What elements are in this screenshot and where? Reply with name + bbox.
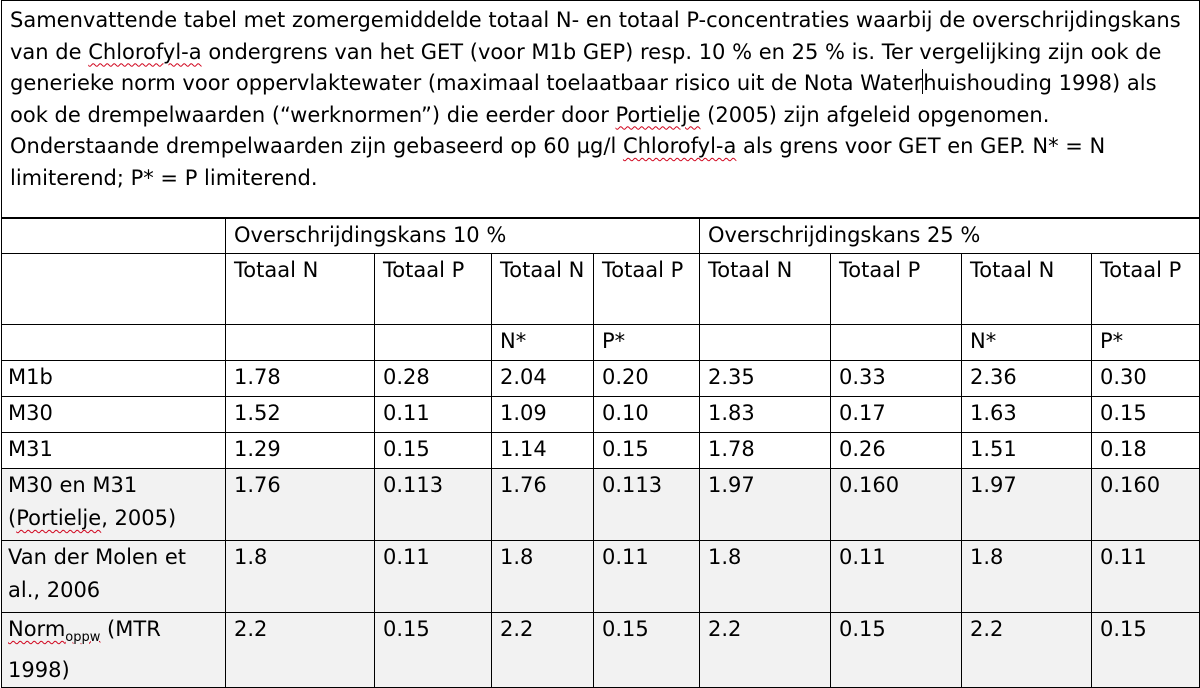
table-cell[interactable]: 1.97: [962, 469, 1092, 541]
table-cell[interactable]: 0.18: [1092, 433, 1200, 469]
column-header-row: [2, 254, 1200, 325]
col-header-1[interactable]: Totaal N: [226, 254, 375, 325]
row-label[interactable]: [2, 469, 226, 541]
caption-text-5: als grens voor GET en GEP. N* = N limiterend; P* = P limiterend.: [10, 134, 1106, 190]
limiting-cell-3[interactable]: N*: [492, 325, 594, 361]
table-cell[interactable]: 0.15: [375, 613, 492, 688]
table-cell[interactable]: 1.8: [492, 541, 594, 613]
row-label-year: , 2005): [101, 506, 177, 530]
limiting-cell-8[interactable]: P*: [1092, 325, 1200, 361]
table-cell[interactable]: 2.35: [700, 361, 831, 397]
col-header-6[interactable]: Totaal P: [831, 254, 962, 325]
table-row: [2, 613, 1200, 688]
table-cell[interactable]: 0.26: [831, 433, 962, 469]
limiting-label-cell[interactable]: [2, 325, 226, 361]
table-row: [2, 397, 1200, 433]
table-cell[interactable]: 2.2: [492, 613, 594, 688]
table-row: [2, 361, 1200, 397]
table-cell[interactable]: 0.113: [375, 469, 492, 541]
table-cell[interactable]: 1.76: [226, 469, 375, 541]
table-cell[interactable]: 0.11: [594, 541, 700, 613]
table-cell[interactable]: 0.15: [594, 613, 700, 688]
limiting-cell-1[interactable]: [226, 325, 375, 361]
table-cell[interactable]: 2.2: [962, 613, 1092, 688]
caption-text-3: huishouding 1998) als ook de drempelwaarden (“werknormen”) die eerder door: [10, 71, 1157, 127]
table-cell[interactable]: 0.160: [1092, 469, 1200, 541]
col-header-5[interactable]: Totaal N: [700, 254, 831, 325]
table-cell[interactable]: 0.30: [1092, 361, 1200, 397]
caption-text-1: Samenvattende tabel met zomergemiddelde totaal N- en totaal P-concentraties waarbij de overschrijdingskans van de: [10, 8, 1181, 64]
limiting-cell-4[interactable]: P*: [594, 325, 700, 361]
row-label[interactable]: Van der Molen et al., 2006: [2, 541, 226, 613]
row-label-portielje: Portielje: [16, 506, 102, 530]
table-cell[interactable]: 0.33: [831, 361, 962, 397]
table-cell[interactable]: 2.36: [962, 361, 1092, 397]
row-label[interactable]: [2, 613, 226, 688]
caption-text-4: (2005) zijn afgeleid opgenomen. Onderstaande drempelwaarden zijn gebaseerd op 60 µg/l: [10, 102, 1050, 158]
corner-cell[interactable]: [2, 218, 226, 254]
limiting-cell-2[interactable]: [375, 325, 492, 361]
row-label-header[interactable]: [2, 254, 226, 325]
row-label-mtr: (MTR 1998): [8, 617, 161, 682]
row-label[interactable]: M31: [2, 433, 226, 469]
group-header-25[interactable]: Overschrijdingskans 25 %: [700, 218, 1200, 254]
caption-chlorofyl-a-2: Chlorofyl-a: [622, 134, 737, 158]
table-cell[interactable]: 1.63: [962, 397, 1092, 433]
row-label-line1: M30 en M31: [8, 473, 138, 497]
table-cell[interactable]: 1.83: [700, 397, 831, 433]
group-header-row: [2, 218, 1200, 254]
table-cell[interactable]: 0.28: [375, 361, 492, 397]
limiting-cell-5[interactable]: [700, 325, 831, 361]
table-cell[interactable]: 2.2: [226, 613, 375, 688]
table-cell[interactable]: 0.15: [831, 613, 962, 688]
caption-row: [2, 1, 1200, 218]
row-label[interactable]: M30: [2, 397, 226, 433]
col-header-8[interactable]: Totaal P: [1092, 254, 1200, 325]
caption-text-2: ondergrens van het GET (voor M1b GEP) resp. 10 % en 25 % is. Ter vergelijking zijn ook de generieke norm voor oppervlaktewater (maximaal toelaatbaar risico uit de Nota Water: [10, 39, 1162, 95]
table-cell[interactable]: 1.8: [962, 541, 1092, 613]
table-cell[interactable]: 0.113: [594, 469, 700, 541]
row-label-norm-text: Norm: [8, 617, 66, 641]
table-cell[interactable]: 1.09: [492, 397, 594, 433]
table-cell[interactable]: 1.51: [962, 433, 1092, 469]
table-cell[interactable]: 0.11: [375, 541, 492, 613]
table-cell[interactable]: 0.15: [375, 433, 492, 469]
table-cell[interactable]: 0.20: [594, 361, 700, 397]
table-cell[interactable]: 1.8: [700, 541, 831, 613]
row-label-subscript: oppw: [65, 630, 101, 645]
table-cell[interactable]: 1.29: [226, 433, 375, 469]
limiting-cell-7[interactable]: N*: [962, 325, 1092, 361]
table-cell[interactable]: 0.10: [594, 397, 700, 433]
col-header-2[interactable]: Totaal P: [375, 254, 492, 325]
table-cell[interactable]: 0.160: [831, 469, 962, 541]
col-header-7[interactable]: Totaal N: [962, 254, 1092, 325]
table-cell[interactable]: 1.78: [226, 361, 375, 397]
col-header-4[interactable]: Totaal P: [594, 254, 700, 325]
summary-table: [1, 0, 1200, 688]
table-cell[interactable]: 0.15: [1092, 397, 1200, 433]
table-row: [2, 469, 1200, 541]
table-cell[interactable]: 1.14: [492, 433, 594, 469]
table-cell[interactable]: 2.2: [700, 613, 831, 688]
row-label[interactable]: M1b: [2, 361, 226, 397]
col-header-3[interactable]: Totaal N: [492, 254, 594, 325]
caption-chlorofyl-a: Chlorofyl-a: [88, 39, 202, 64]
table-cell[interactable]: 1.8: [226, 541, 375, 613]
table-cell[interactable]: 0.15: [1092, 613, 1200, 688]
table-cell[interactable]: 0.11: [375, 397, 492, 433]
table-cell[interactable]: 0.17: [831, 397, 962, 433]
table-cell[interactable]: 1.97: [700, 469, 831, 541]
caption-portielje: Portielje: [615, 102, 701, 127]
limiting-row: [2, 325, 1200, 361]
table-cell[interactable]: 1.52: [226, 397, 375, 433]
table-row: [2, 541, 1200, 613]
table-cell[interactable]: 0.11: [831, 541, 962, 613]
limiting-cell-6[interactable]: [831, 325, 962, 361]
table-cell[interactable]: 0.15: [594, 433, 700, 469]
table-row: [2, 433, 1200, 469]
table-cell[interactable]: 1.78: [700, 433, 831, 469]
table-caption[interactable]: [2, 1, 1200, 218]
table-cell[interactable]: 1.76: [492, 469, 594, 541]
table-cell[interactable]: 2.04: [492, 361, 594, 397]
row-label-paren: (: [8, 506, 17, 530]
group-header-10[interactable]: Overschrijdingskans 10 %: [226, 218, 700, 254]
table-cell[interactable]: 0.11: [1092, 541, 1200, 613]
row-label-norm: [8, 617, 101, 645]
